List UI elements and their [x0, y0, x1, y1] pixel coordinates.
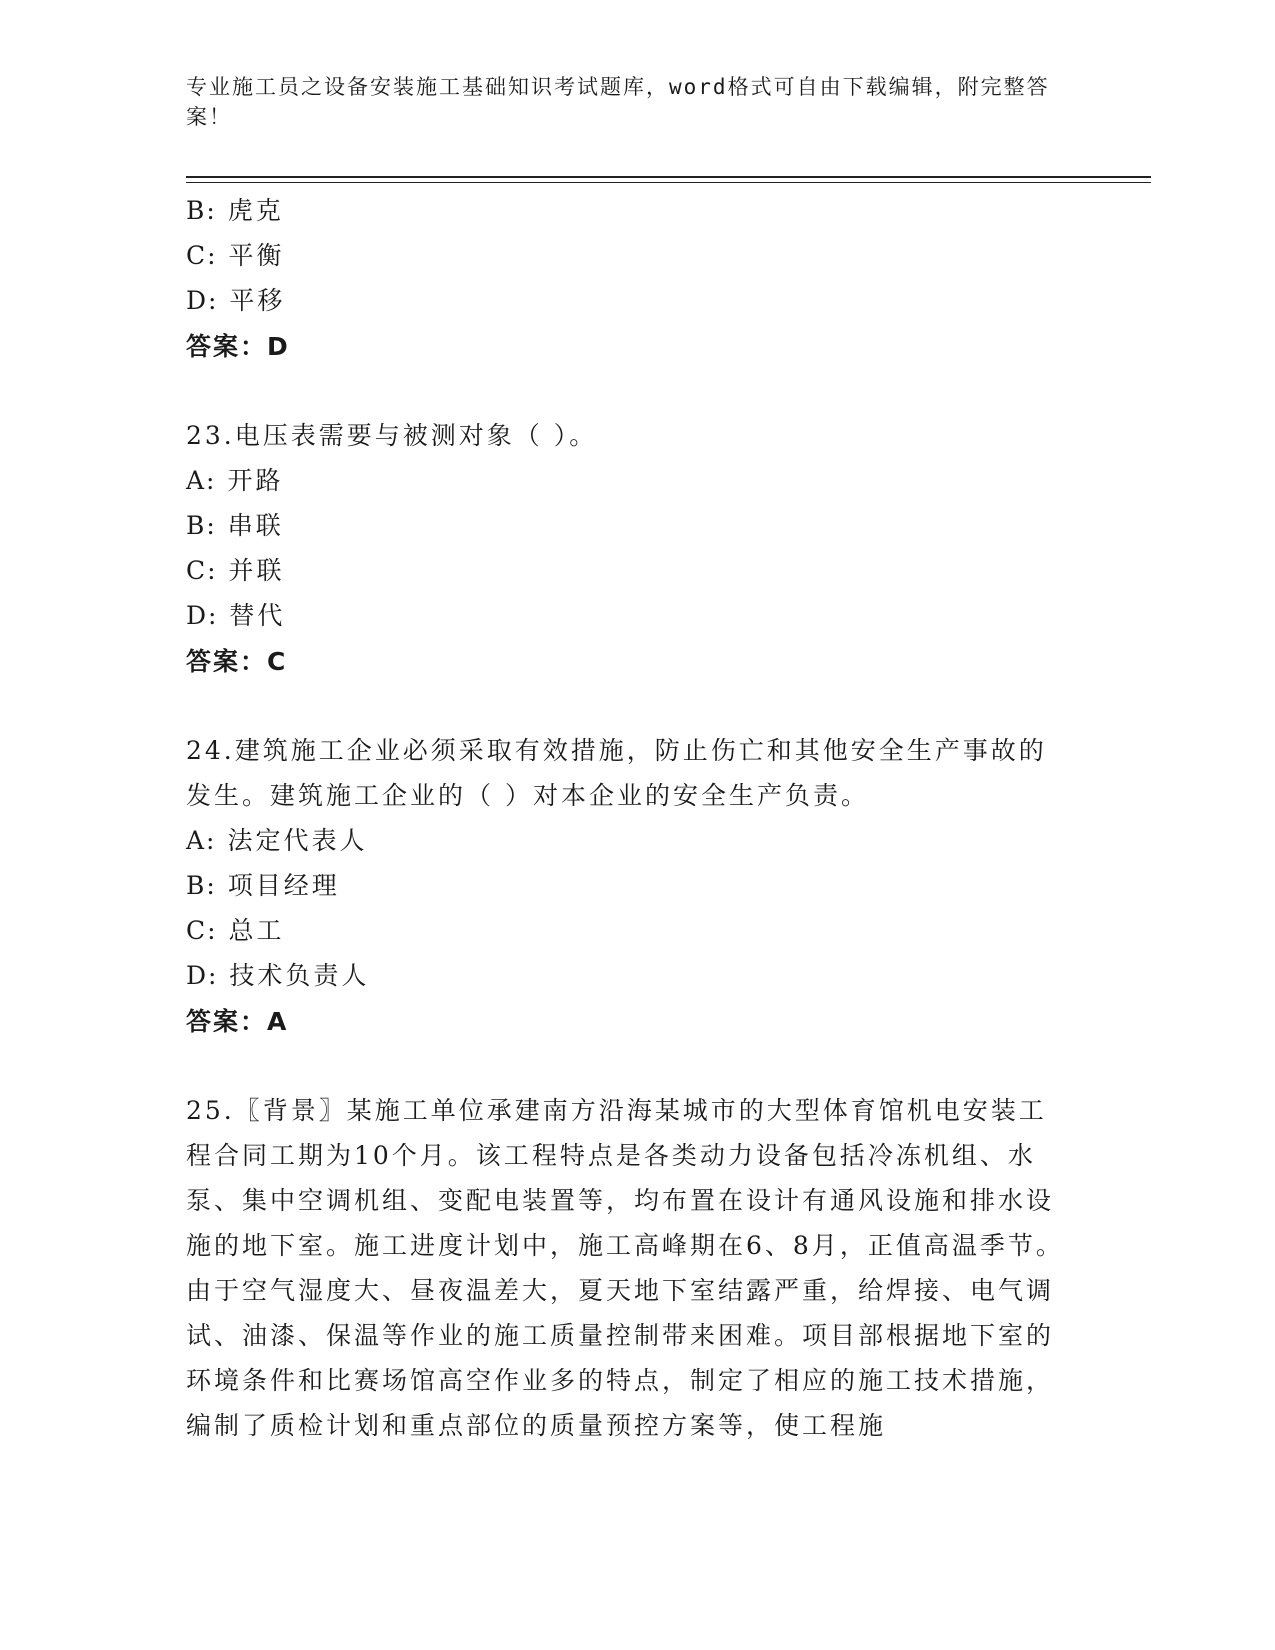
- option-key: A:: [186, 466, 217, 495]
- question-23: [186, 413, 1076, 685]
- option-text: 项目经理: [227, 871, 340, 900]
- option-b: [186, 863, 1076, 908]
- option-key: B:: [186, 196, 217, 225]
- option-key: D:: [186, 286, 219, 315]
- option-key: C:: [186, 241, 218, 270]
- header-divider-thick: [186, 176, 1151, 178]
- option-b: [186, 503, 1076, 548]
- option-text: 并联: [228, 556, 285, 585]
- option-text: 虎克: [227, 196, 284, 225]
- option-text: 技术负责人: [229, 961, 370, 990]
- option-d: [186, 278, 1076, 323]
- spacer: [186, 685, 1076, 728]
- option-key: C:: [186, 916, 218, 945]
- option-c: [186, 233, 1076, 278]
- header-divider-thin: [186, 182, 1151, 183]
- option-c: [186, 908, 1076, 953]
- option-text: 串联: [227, 511, 284, 540]
- option-d: [186, 593, 1076, 638]
- option-text: 开路: [227, 466, 284, 495]
- option-b: [186, 188, 1076, 233]
- question-content: [186, 188, 1076, 1448]
- document-header: 专业施工员之设备安装施工基础知识考试题库，word格式可自由下载编辑，附完整答案！: [186, 75, 1050, 129]
- option-a: [186, 458, 1076, 503]
- question-stem: 23.电压表需要与被测对象（ ）。: [186, 421, 598, 450]
- option-text: 替代: [229, 601, 286, 630]
- option-text: 平衡: [228, 241, 285, 270]
- answer-line: 答案：D: [186, 332, 290, 361]
- option-a: [186, 818, 1076, 863]
- option-key: D:: [186, 961, 219, 990]
- answer-line: 答案：A: [186, 1007, 289, 1036]
- spacer: [186, 370, 1076, 413]
- option-c: [186, 548, 1076, 593]
- option-key: B:: [186, 871, 217, 900]
- option-text: 法定代表人: [227, 826, 368, 855]
- question-stem: 25.〖背景〗某施工单位承建南方沿海某城市的大型体育馆机电安装工程合同工期为10个月。该工程特点是各类动力设备包括冷冻机组、水泵、集中空调机组、变配电装置等，均布置在设计有通风设施和排水设施的地下室。施工进度计划中，施工高峰期在6、8月，正值高温季节。由于空气湿度大、昼夜温差大，夏天地下室结露严重，给焊接、电气调试、油漆、保温等作业的施工质量控制带来困难。项目部根据地下室的环境条件和比赛场馆高空作业多的特点，制定了相应的施工技术措施，编制了质检计划和重点部位的质量预控方案等，使工程施: [186, 1096, 1064, 1440]
- prev-question-options: [186, 188, 1076, 370]
- option-key: B:: [186, 511, 217, 540]
- option-key: A:: [186, 826, 217, 855]
- option-key: D:: [186, 601, 219, 630]
- option-text: 总工: [228, 916, 285, 945]
- question-25: [186, 1088, 1076, 1448]
- spacer: [186, 1045, 1076, 1088]
- question-24: [186, 728, 1076, 1045]
- option-text: 平移: [229, 286, 286, 315]
- question-stem: 24.建筑施工企业必须采取有效措施，防止伤亡和其他安全生产事故的发生。建筑施工企业的（ ）对本企业的安全生产负责。: [186, 736, 1047, 810]
- option-key: C:: [186, 556, 218, 585]
- option-d: [186, 953, 1076, 998]
- answer-line: 答案：C: [186, 647, 288, 676]
